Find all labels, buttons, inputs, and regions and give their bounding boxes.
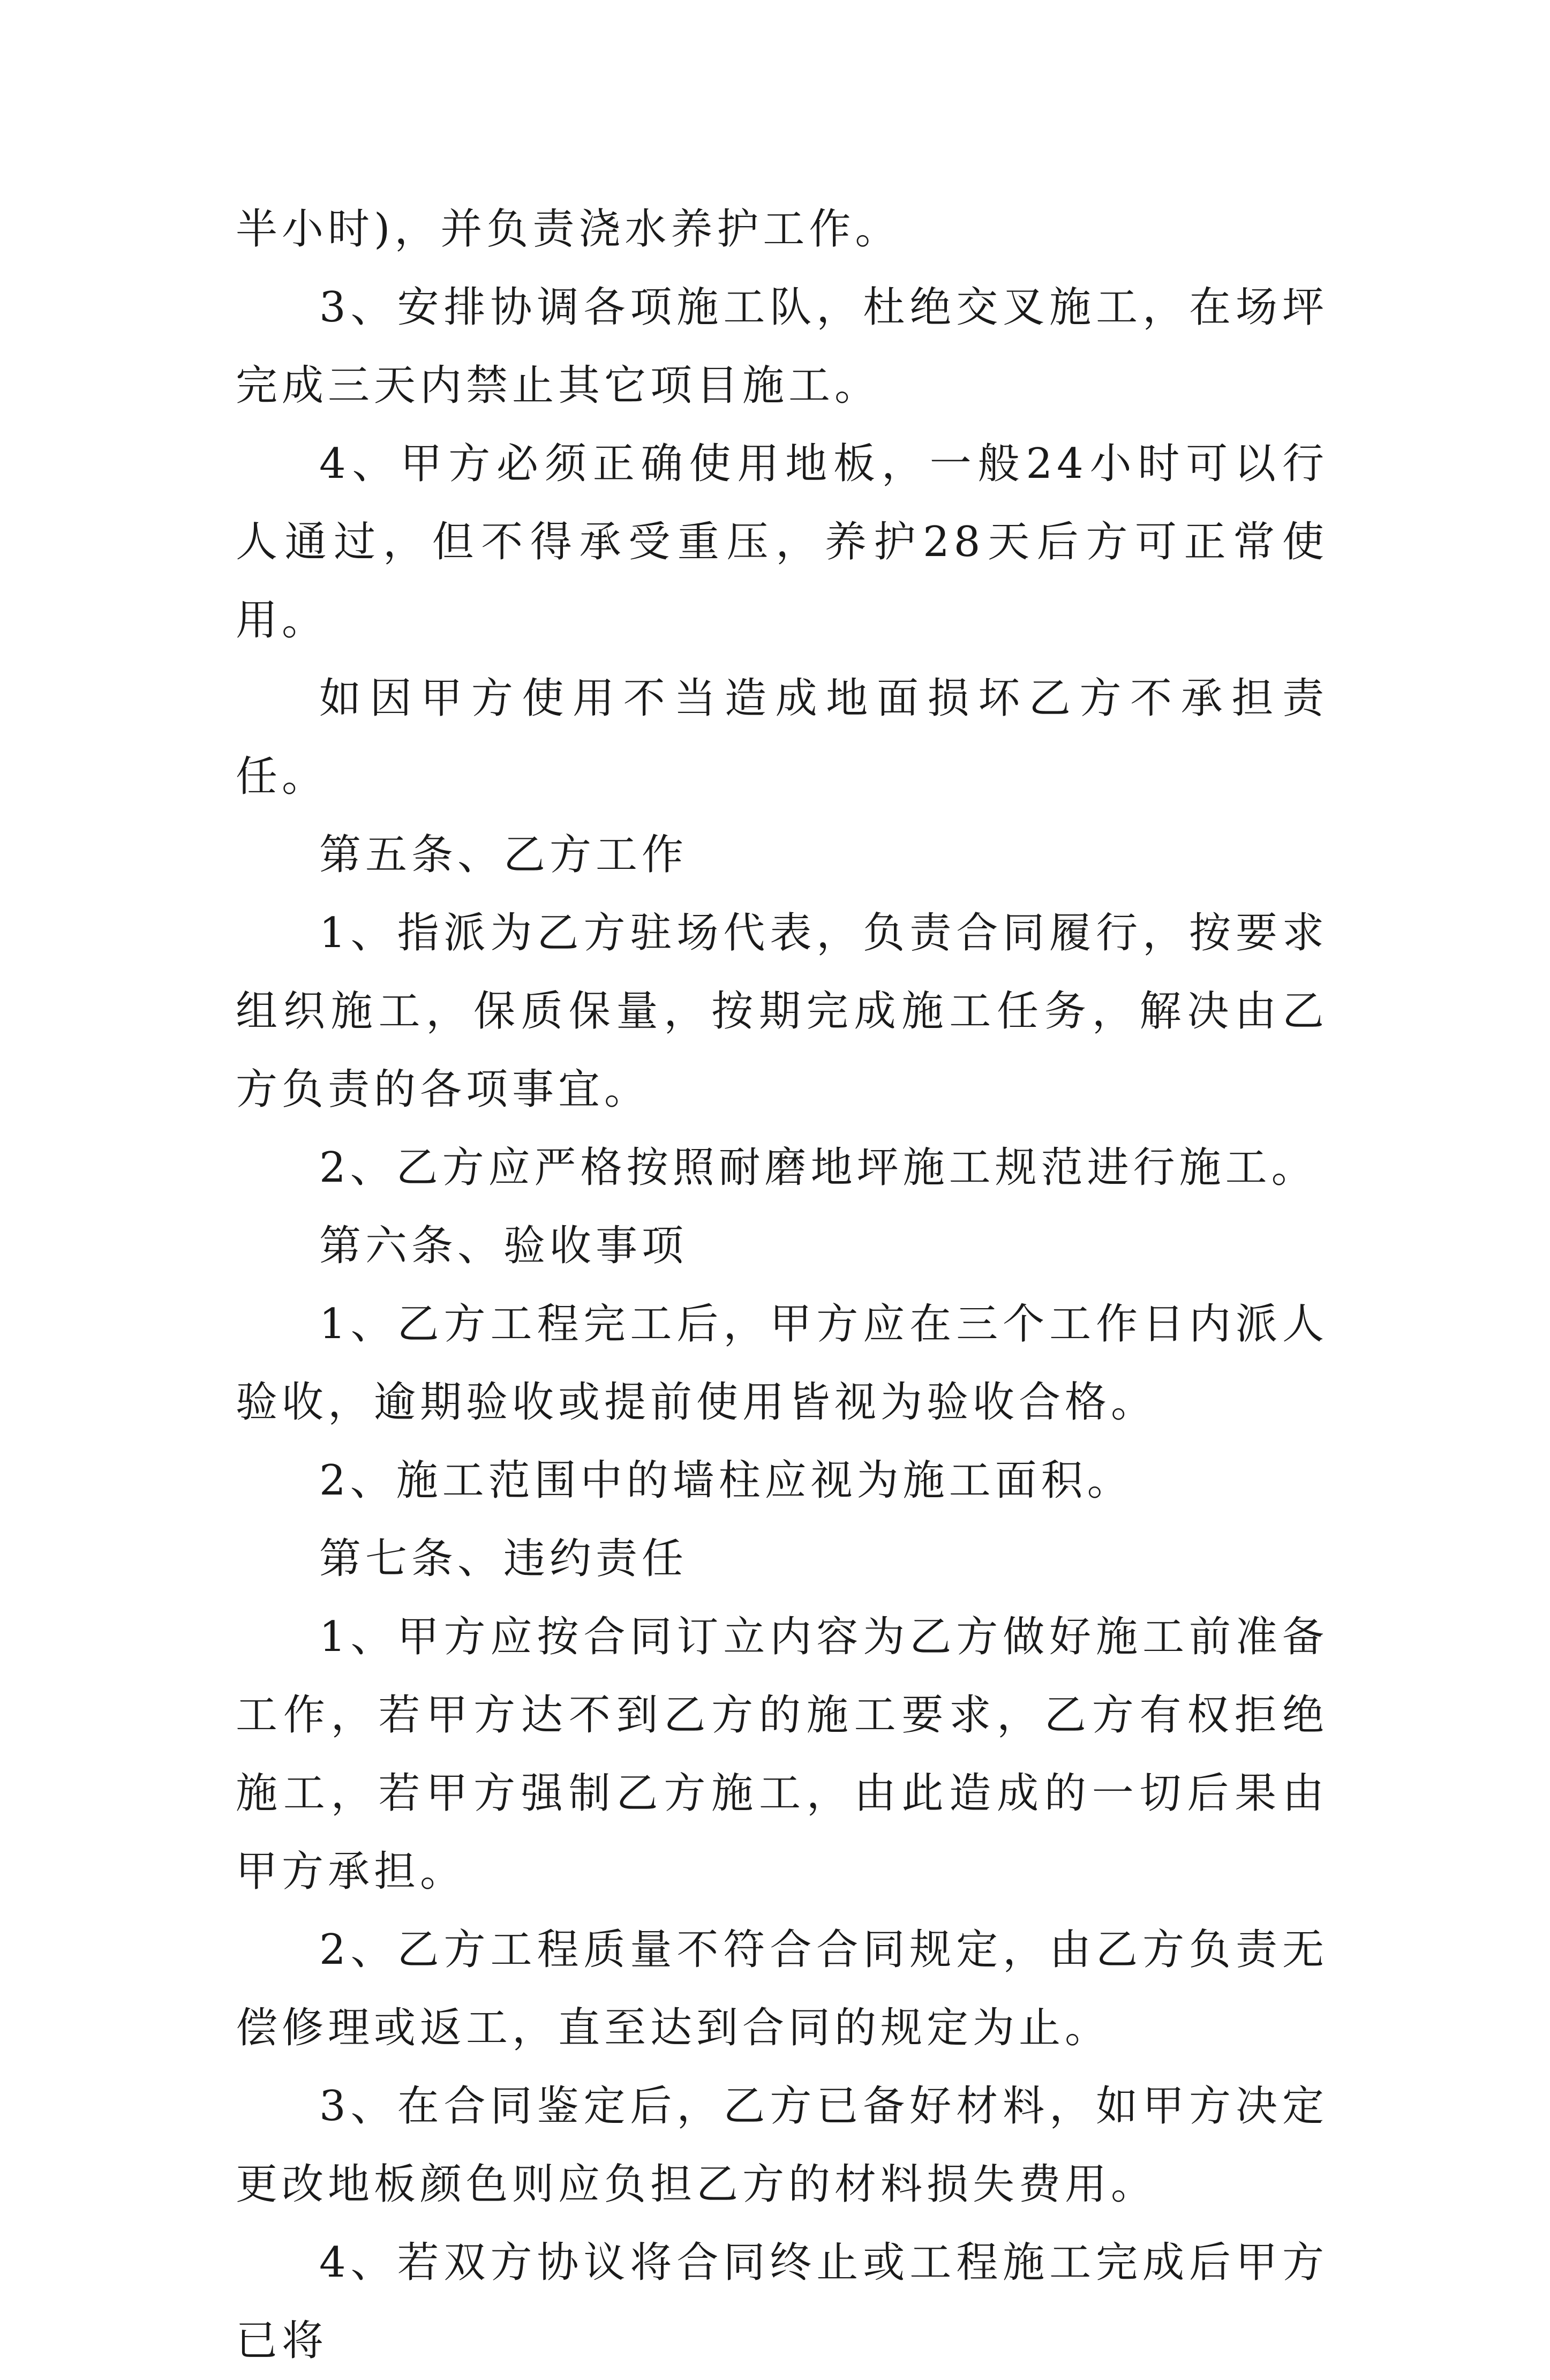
paragraph: 3、在合同鉴定后，乙方已备好材料，如甲方决定更改地板颜色则应负担乙方的材料损失费用。 <box>236 2082 1328 2209</box>
paragraph: 如因甲方使用不当造成地面损坏乙方不承担责任。 <box>236 674 1328 801</box>
paragraph: 1、指派为乙方驻场代表，负责合同履行，按要求组织施工，保质保量，按期完成施工任务，解决由乙方负责的各项事宜。 <box>236 909 1328 1114</box>
document-body <box>236 190 1328 2380</box>
section-heading: 第五条、乙方工作 <box>319 831 688 879</box>
section-heading: 第六条、验收事项 <box>319 1222 688 1270</box>
paragraph: 4、甲方必须正确使用地板，一般24小时可以行人通过，但不得承受重压，养护28天后方可正常使用。 <box>236 440 1328 644</box>
paragraph: 1、乙方工程完工后，甲方应在三个工作日内派人验收，逾期验收或提前使用皆视为验收合格。 <box>236 1300 1328 1427</box>
paragraph: 2、乙方应严格按照耐磨地坪施工规范进行施工。 <box>319 1144 1318 1192</box>
paragraph: 2、施工范围中的墙柱应视为施工面积。 <box>319 1456 1133 1505</box>
section-heading: 第七条、违约责任 <box>319 1535 688 1583</box>
paragraph: 1、甲方应按合同订立内容为乙方做好施工前准备工作，若甲方达不到乙方的施工要求，乙方有权拒绝施工，若甲方强制乙方施工，由此造成的一切后果由甲方承担。 <box>236 1613 1328 1896</box>
paragraph: 4、若双方协议将合同终止或工程施工完成后甲方已将 <box>236 2239 1328 2365</box>
paragraph: 半小时)，并负责浇水养护工作。 <box>236 205 901 253</box>
paragraph: 2、乙方工程质量不符合合同规定，由乙方负责无偿修理或返工，直至达到合同的规定为止。 <box>236 1926 1328 2052</box>
paragraph: 3、安排协调各项施工队，杜绝交叉施工，在场坪完成三天内禁止其它项目施工。 <box>236 283 1328 410</box>
